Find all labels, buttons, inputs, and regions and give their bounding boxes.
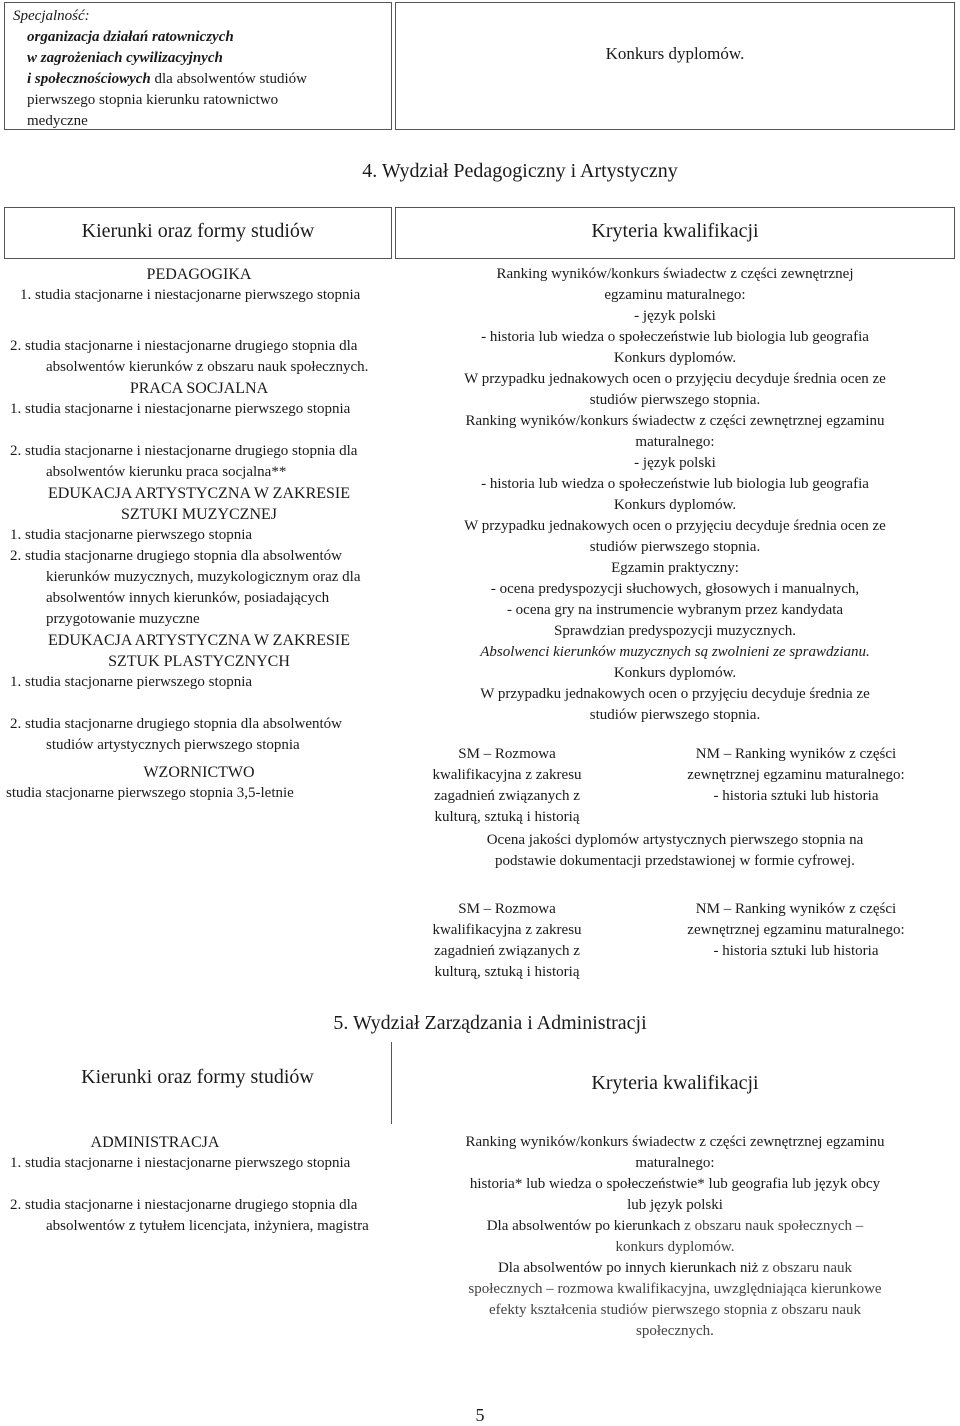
adm2-crit-2: konkurs dyplomów.	[615, 1239, 735, 1255]
ped2-crit-1: Konkurs dyplomów.	[613, 350, 737, 366]
wz-nm-cell	[640, 899, 952, 962]
wz-nm-1: NM – Ranking wyników z części	[695, 901, 897, 917]
ep2-crit-cell	[398, 830, 952, 872]
wz-title: WZORNICTWO	[143, 764, 255, 781]
spec-line-3: i społecznościowych dla absolwentów studiów	[27, 71, 307, 87]
s5-right-header	[395, 1042, 955, 1124]
spec-line-2: w zagrożeniach cywilizacyjnych	[27, 50, 223, 66]
s4-left-header-text: Kierunki oraz formy studiów	[81, 220, 315, 242]
adm-item-2: 2. studia stacjonarne i niestacjonarne drugiego stopnia dla absolwentów z tytułem licencjata, inżyniera, magistra	[10, 1197, 369, 1234]
em2-crit-3: Konkurs dyplomów.	[613, 665, 737, 681]
ep1-nm-2: zewnętrznej egzaminu maturalnego:	[687, 767, 905, 783]
s4-left-column	[6, 264, 388, 804]
ep-title-2: SZTUK PLASTYCZNYCH	[108, 653, 290, 670]
wz-sm-cell	[398, 899, 616, 983]
ped1-crit-3: - język polski	[634, 308, 716, 324]
ps1-crit-2: maturalnego:	[635, 434, 715, 450]
ep2-crit-1: Ocena jakości dyplomów artystycznych pierwszego stopnia na	[486, 832, 864, 848]
ep1-nm-cell	[640, 744, 952, 807]
ps1-crit-3: - język polski	[634, 455, 716, 471]
s4-right-header	[395, 207, 955, 259]
s5-left-header-text: Kierunki oraz formy studiów	[81, 1066, 314, 1088]
ps-item-1: 1. studia stacjonarne i niestacjonarne pierwszego stopnia	[10, 401, 351, 417]
spec-line-1: organizacja działań ratowniczych	[27, 29, 234, 45]
em2-crit-1: Sprawdzian predyspozycji muzycznych.	[554, 623, 796, 639]
em-item-1: 1. studia stacjonarne pierwszego stopnia	[10, 527, 253, 543]
ep1-nm-3: - historia sztuki lub historia	[713, 788, 879, 804]
wz-sm-2: kwalifikacyjna z zakresu	[432, 922, 582, 938]
ep1-sm-3: zagadnień związanych z	[434, 788, 580, 804]
top-spec-cell	[4, 2, 392, 130]
ep-item-1: 1. studia stacjonarne pierwszego stopnia	[10, 674, 253, 690]
em2-crit-2: Absolwenci kierunków muzycznych są zwolnieni ze sprawdzianu.	[480, 644, 870, 660]
adm1-crit-4: lub język polski	[627, 1197, 723, 1213]
em2-crit-4: W przypadku jednakowych ocen o przyjęciu decyduje średnia ze	[480, 686, 870, 702]
ps2-crit-3: studiów pierwszego stopnia.	[589, 539, 761, 555]
spec-line-5: medyczne	[27, 113, 88, 129]
wz-nm-3: - historia sztuki lub historia	[713, 943, 879, 959]
adm-item-1: 1. studia stacjonarne i niestacjonarne pierwszego stopnia	[10, 1155, 351, 1171]
em1-crit-2: - ocena predyspozycji słuchowych, głosowych i manualnych,	[490, 581, 860, 597]
section4-title: 4. Wydział Pedagogiczny i Artystyczny	[362, 160, 678, 182]
s5-right-column	[398, 1132, 952, 1342]
ep1-sm-4: kulturą, sztuką i historią	[434, 809, 580, 825]
s5-left-column	[10, 1132, 390, 1237]
ped1-crit-4: - historia lub wiedza o społeczeństwie lub biologia lub geografia	[481, 329, 869, 345]
s5-left-header	[4, 1042, 392, 1124]
em2-crit-5: studiów pierwszego stopnia.	[589, 707, 761, 723]
em-title-2: SZTUKI MUZYCZNEJ	[121, 506, 277, 523]
s5-right-header-text: Kryteria kwalifikacji	[591, 1072, 759, 1094]
wz-item-1: studia stacjonarne pierwszego stopnia 3,5-letnie	[6, 785, 294, 801]
wz-sm-3: zagadnień związanych z	[434, 943, 580, 959]
adm1-crit-3: historia* lub wiedza o społeczeństwie* lub geografia lub język obcy	[469, 1176, 881, 1192]
ps1-crit-1: Ranking wyników/konkurs świadectw z części zewnętrznej egzaminu	[465, 413, 885, 429]
wz-nm-2: zewnętrznej egzaminu maturalnego:	[687, 922, 905, 938]
adm2-crit-5: efekty kształcenia studiów pierwszego stopnia z obszaru nauk	[489, 1302, 861, 1318]
em-item-2: 2. studia stacjonarne drugiego stopnia dla absolwentów kierunków muzycznych, muzykologicznym oraz dla absolwentów innych kierunków, posiadających przygotowanie muzyczne	[10, 548, 361, 627]
adm2-crit-4: społecznych – rozmowa kwalifikacyjna, uwzględniająca kierunkowe	[468, 1281, 882, 1297]
ep1-sm-cell	[398, 744, 616, 828]
adm2-crit-6: społecznych.	[636, 1323, 714, 1339]
adm2-crit-1: Dla absolwentów po kierunkach z obszaru nauk społecznych –	[486, 1218, 864, 1234]
ped2-crit-2: W przypadku jednakowych ocen o przyjęciu decyduje średnia ocen ze	[464, 371, 886, 387]
em1-crit-3: - ocena gry na instrumencie wybranym przez kandydata	[506, 602, 844, 618]
ped-item-2: 2. studia stacjonarne i niestacjonarne drugiego stopnia dla absolwentów kierunków z obszaru nauk społecznych.	[10, 338, 369, 375]
adm1-crit-2: maturalnego:	[635, 1155, 715, 1171]
ps-item-2: 2. studia stacjonarne i niestacjonarne drugiego stopnia dla absolwentów kierunku praca socjalna**	[10, 443, 358, 480]
em-title-1: EDUKACJA ARTYSTYCZNA W ZAKRESIE	[47, 485, 351, 502]
ep1-nm-1: NM – Ranking wyników z części	[695, 746, 897, 762]
ep2-crit-2: podstawie dokumentacji przedstawionej w formie cyfrowej.	[495, 853, 855, 869]
ps2-crit-1: Konkurs dyplomów.	[613, 497, 737, 513]
top-criteria-cell	[395, 2, 955, 130]
spec-line-4: pierwszego stopnia kierunku ratownictwo	[27, 92, 279, 108]
s4-right-header-text: Kryteria kwalifikacji	[591, 220, 759, 242]
wz-sm-4: kulturą, sztuką i historią	[434, 964, 580, 980]
section5-title: 5. Wydział Zarządzania i Administracji	[333, 1012, 647, 1034]
ps2-crit-2: W przypadku jednakowych ocen o przyjęciu decyduje średnia ocen ze	[464, 518, 886, 534]
ep1-sm-2: kwalifikacyjna z zakresu	[432, 767, 582, 783]
ep-item-2: 2. studia stacjonarne drugiego stopnia dla absolwentów studiów artystycznych pierwszego stopnia	[10, 716, 343, 753]
top-criteria-text: Konkurs dyplomów.	[605, 44, 745, 63]
ps-title: PRACA SOCJALNA	[129, 380, 269, 397]
em1-crit-1: Egzamin praktyczny:	[611, 560, 739, 576]
wz-sm-1: SM – Rozmowa	[458, 901, 556, 917]
ep-title-1: EDUKACJA ARTYSTYCZNA W ZAKRESIE	[47, 632, 351, 649]
ps1-crit-4: - historia lub wiedza o społeczeństwie lub biologia lub geografia	[481, 476, 869, 492]
ped-title: PEDAGOGIKA	[146, 266, 252, 283]
ped1-crit-2: egzaminu maturalnego:	[604, 287, 746, 303]
ped-item-1: 1. studia stacjonarne i niestacjonarne pierwszego stopnia	[20, 287, 361, 303]
adm-title: ADMINISTRACJA	[90, 1134, 220, 1151]
s4-right-column	[398, 264, 952, 726]
adm2-crit-3: Dla absolwentów po innych kierunkach niż z obszaru nauk	[497, 1260, 853, 1276]
spec-label: Specjalność:	[13, 8, 90, 24]
page-number: 5	[475, 1405, 485, 1425]
ep1-sm-1: SM – Rozmowa	[458, 746, 556, 762]
s4-left-header	[4, 207, 392, 259]
ped1-crit-1: Ranking wyników/konkurs świadectw z części zewnętrznej	[496, 266, 854, 282]
adm1-crit-1: Ranking wyników/konkurs świadectw z części zewnętrznej egzaminu	[465, 1134, 885, 1150]
ped2-crit-3: studiów pierwszego stopnia.	[589, 392, 761, 408]
